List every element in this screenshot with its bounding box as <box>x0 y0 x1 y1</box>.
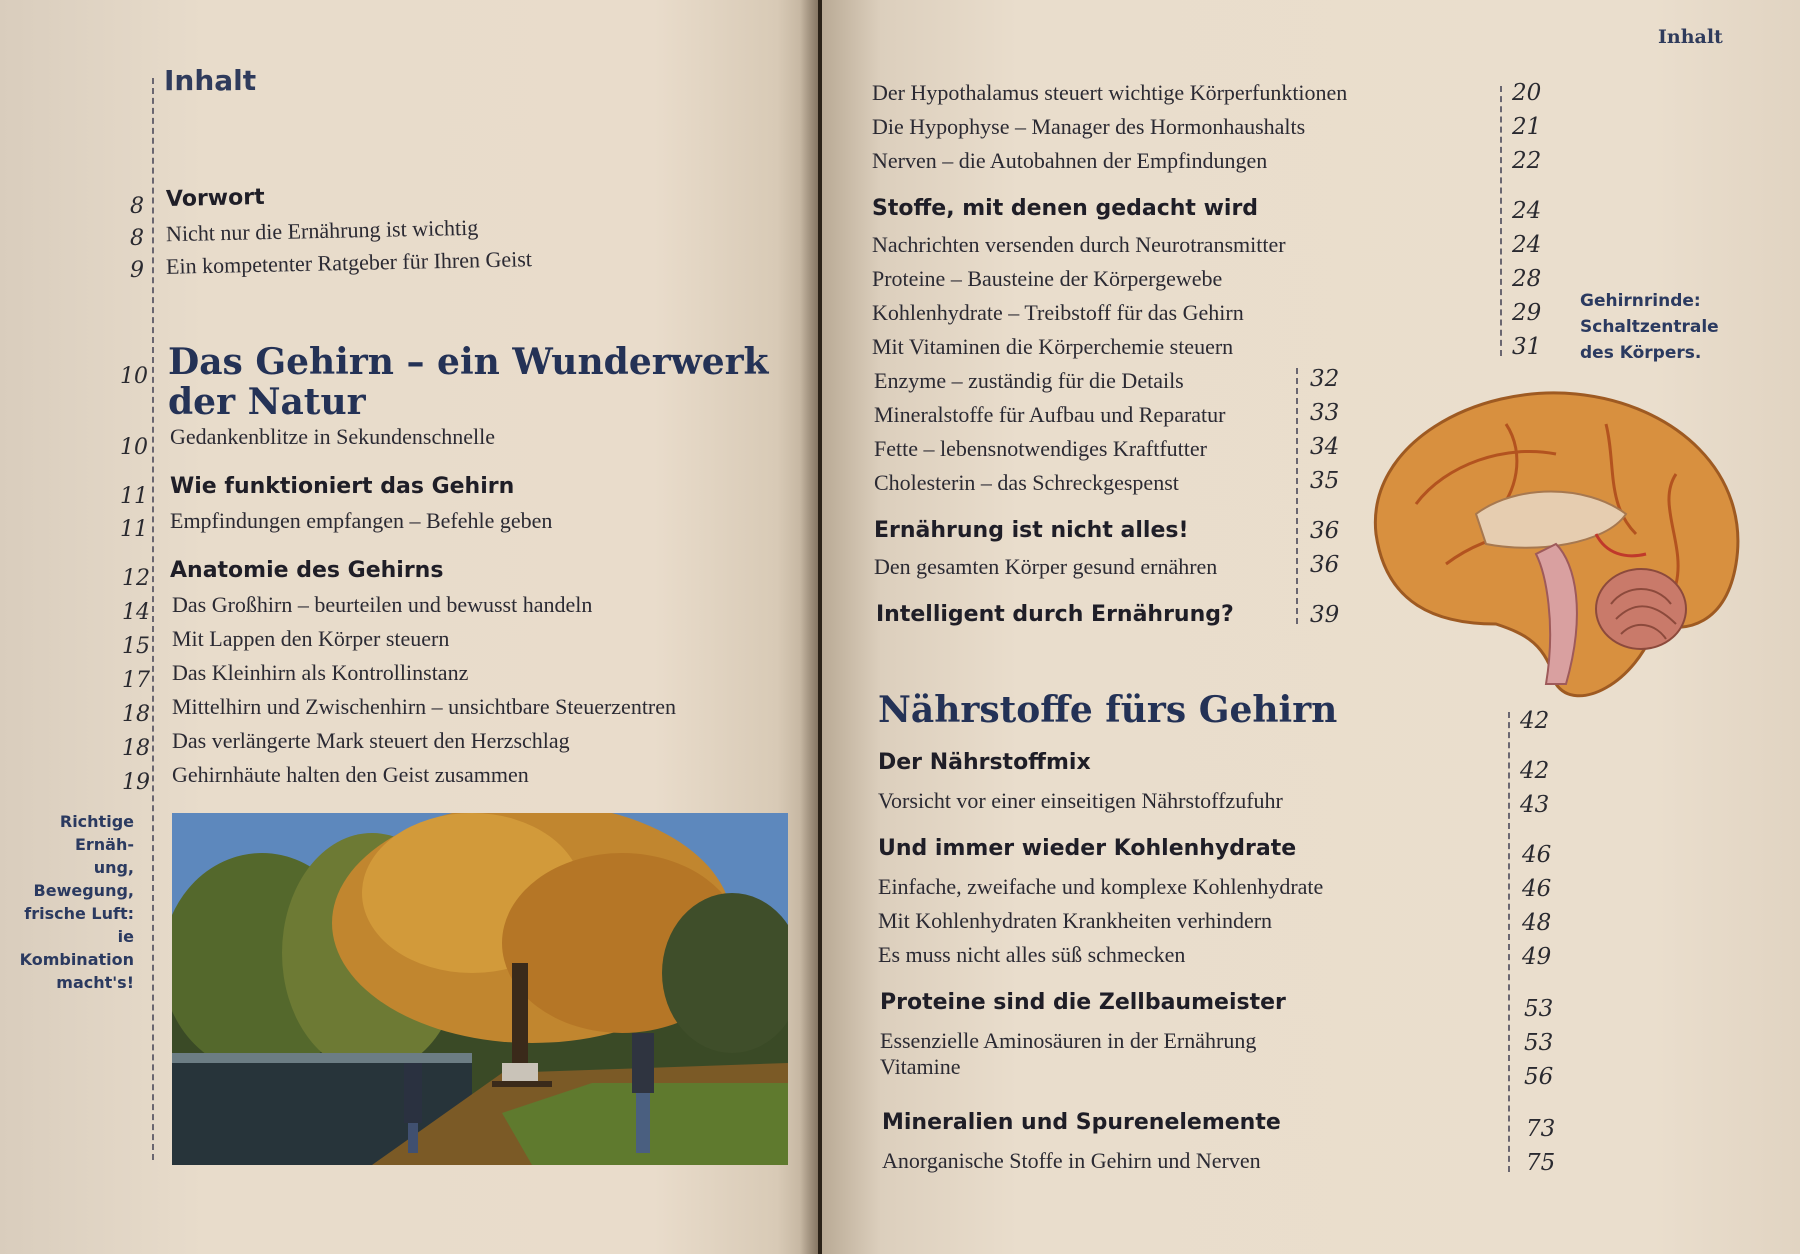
caption-line: des Körpers. <box>1580 343 1702 363</box>
toc-entry: Mit Lappen den Körper steuern <box>172 626 450 651</box>
page-number: 36 <box>1310 518 1340 544</box>
toc-entry-heading: Stoffe, mit denen gedacht wird <box>872 196 1259 221</box>
right-column-rule <box>1500 86 1502 356</box>
right-column-rule <box>1296 368 1298 624</box>
right-column-rule <box>1508 712 1510 1172</box>
page-number: 11 <box>120 484 148 509</box>
toc-entry-heading: Und immer wieder Kohlenhydrate <box>878 836 1297 861</box>
toc-entry: Mineralstoffe für Aufbau und Reparatur <box>874 402 1226 427</box>
page-number: 35 <box>1310 468 1340 494</box>
page-number: 32 <box>1310 366 1340 392</box>
photo-caption <box>0 810 134 994</box>
page-number: 31 <box>1512 334 1542 360</box>
toc-entry: Empfindungen empfangen – Befehle geben <box>170 508 553 533</box>
toc-entry: Nachrichten versenden durch Neurotransmitter <box>872 232 1286 257</box>
page-number: 15 <box>122 634 150 659</box>
chapter-title: Nährstoffe fürs Gehirn <box>878 689 1338 731</box>
toc-entry-heading: Ernährung ist nicht alles! <box>874 518 1189 543</box>
toc-entry: Gehirnhäute halten den Geist zusammen <box>172 762 529 787</box>
toc-entry: Vitamine <box>880 1054 961 1079</box>
toc-entry: Gedankenblitze in Sekundenschnelle <box>170 424 496 449</box>
page-number: 21 <box>1512 114 1542 140</box>
page-number: 12 <box>122 566 150 591</box>
page-number: 10 <box>120 364 148 389</box>
toc-entry-heading: Vorwort <box>165 184 265 213</box>
page-number: 33 <box>1310 400 1340 426</box>
toc-entry: Mit Kohlenhydraten Krankheiten verhindern <box>878 908 1273 933</box>
toc-entry-heading: Wie funktioniert das Gehirn <box>170 474 515 499</box>
page-number: 53 <box>1524 996 1554 1022</box>
page-number: 48 <box>1522 910 1552 936</box>
toc-entry-heading: Mineralien und Spurenelemente <box>882 1110 1281 1135</box>
toc-entry-heading: Proteine sind die Zellbaumeister <box>880 990 1286 1015</box>
toc-entry: Das verlängerte Mark steuert den Herzschlag <box>172 728 570 753</box>
brain-illustration <box>1356 384 1746 704</box>
chapter-title: Das Gehirn – ein Wunderwerk <box>168 341 769 383</box>
toc-entry-heading: Anatomie des Gehirns <box>170 558 444 583</box>
page-number: 43 <box>1520 792 1550 818</box>
page-number: 34 <box>1310 434 1340 460</box>
park-illustration <box>172 813 788 1165</box>
toc-entry: Cholesterin – das Schreckgespenst <box>874 470 1179 495</box>
toc-entry: Nicht nur die Ernährung ist wichtig <box>165 214 479 247</box>
page-number: 56 <box>1524 1064 1554 1090</box>
toc-entry: Den gesamten Körper gesund ernähren <box>874 554 1218 579</box>
toc-entry: Vorsicht vor einer einseitigen Nährstoffzufuhr <box>878 788 1283 813</box>
toc-entry: Es muss nicht alles süß schmecken <box>878 942 1186 967</box>
toc-entry: Das Großhirn – beurteilen und bewusst handeln <box>172 592 593 617</box>
page-number: 42 <box>1520 758 1550 784</box>
page-number: 53 <box>1524 1030 1554 1056</box>
page-number: 49 <box>1522 944 1552 970</box>
page-number: 17 <box>122 668 150 693</box>
page-number: 28 <box>1512 266 1542 292</box>
page-number: 8 <box>130 226 144 251</box>
caption-line: ung, Bewegung, <box>33 858 134 900</box>
page-number: 8 <box>130 194 144 219</box>
toc-entry: Das Kleinhirn als Kontrollinstanz <box>172 660 469 685</box>
caption-line: ie Kombination <box>19 927 134 969</box>
toc-entry: Die Hypophyse – Manager des Hormonhaushalts <box>872 114 1306 139</box>
chapter-title: der Natur <box>168 381 366 423</box>
toc-entry: Der Hypothalamus steuert wichtige Körperfunktionen <box>872 80 1348 105</box>
running-head: Inhalt <box>1658 26 1723 48</box>
toc-entry: Ein kompetenter Ratgeber für Ihren Geist <box>165 246 533 279</box>
page-number: 11 <box>120 517 148 542</box>
page-number: 29 <box>1512 300 1542 326</box>
toc-entry: Nerven – die Autobahnen der Empfindungen <box>872 148 1268 173</box>
caption-line: Schaltzentrale <box>1580 317 1719 337</box>
toc-entry: Einfache, zweifache und komplexe Kohlenhydrate <box>878 874 1324 899</box>
toc-entry: Proteine – Bausteine der Körpergewebe <box>872 266 1223 291</box>
page-number: 75 <box>1526 1150 1556 1176</box>
page-number: 22 <box>1512 148 1542 174</box>
toc-entry: Essenzielle Aminosäuren in der Ernährung <box>880 1028 1257 1053</box>
toc-entry: Mit Vitaminen die Körperchemie steuern <box>872 334 1234 359</box>
page-number: 19 <box>122 770 150 795</box>
caption-line: Richtige Ernäh- <box>59 812 134 854</box>
caption-line: frische Luft: <box>24 904 134 923</box>
toc-entry-heading: Intelligent durch Ernährung? <box>876 602 1234 627</box>
page-number: 46 <box>1522 876 1552 902</box>
toc-entry: Mittelhirn und Zwischenhirn – unsichtbare Steuerzentren <box>172 694 677 719</box>
page-number: 36 <box>1310 552 1340 578</box>
left-page <box>0 0 818 1254</box>
page-number: 24 <box>1512 232 1542 258</box>
page-number: 20 <box>1512 80 1542 106</box>
page-number: 24 <box>1512 198 1542 224</box>
caption-line: macht's! <box>56 973 134 992</box>
toc-entry: Enzyme – zuständig für die Details <box>874 368 1184 393</box>
page-number: 73 <box>1526 1116 1556 1142</box>
page-number: 18 <box>122 736 150 761</box>
page-number: 42 <box>1520 708 1550 734</box>
brain-caption <box>1580 288 1750 366</box>
caption-line: Gehirnrinde: <box>1580 291 1701 311</box>
toc-entry: Anorganische Stoffe in Gehirn und Nerven <box>882 1148 1261 1173</box>
page-number: 14 <box>122 600 150 625</box>
page-number: 18 <box>122 702 150 727</box>
page-number: 9 <box>130 258 144 283</box>
toc-entry-heading: Der Nährstoffmix <box>878 750 1091 775</box>
left-page-heading: Inhalt <box>164 64 257 97</box>
autumn-park-photo <box>172 813 788 1165</box>
left-column-rule <box>152 78 154 1160</box>
toc-entry: Kohlenhydrate – Treibstoff für das Gehirn <box>872 300 1244 325</box>
page-number: 46 <box>1522 842 1552 868</box>
page-number: 39 <box>1310 602 1340 628</box>
page-number: 10 <box>120 435 148 460</box>
toc-entry: Fette – lebensnotwendiges Kraftfutter <box>874 436 1207 461</box>
